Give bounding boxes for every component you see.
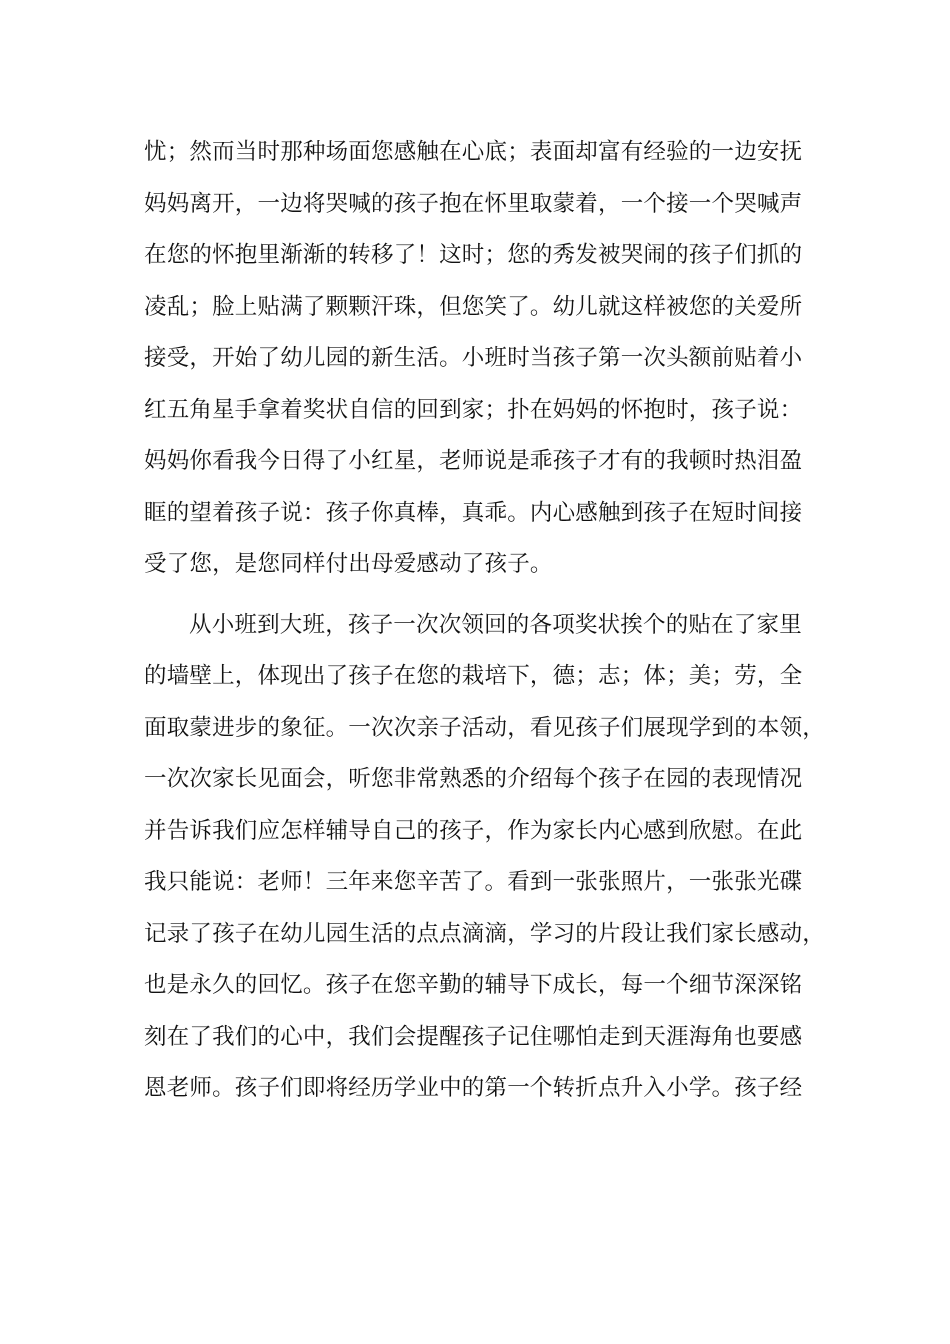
text-line: 也是永久的回忆。孩子在您辛勤的辅导下成长，每一个细节深深铭 bbox=[144, 972, 803, 998]
text-line: 受了您，是您同样付出母爱感动了孩子。 bbox=[144, 551, 553, 577]
paragraph-spacing bbox=[144, 591, 824, 600]
text-line: 眶的望着孩子说：孩子你真棒，真乖。内心感触到孩子在短时间接 bbox=[144, 499, 803, 526]
text-line: 在您的怀抱里渐渐的转移了！这时；您的秀发被哭闹的孩子们抓的 bbox=[144, 242, 803, 268]
text-line: 接受，开始了幼儿园的新生活。小班时当孩子第一次头额前贴着小 bbox=[144, 345, 803, 371]
text-line: 面取蒙进步的象征。一次次亲子活动，看见孩子们展现学到的本领， bbox=[144, 714, 826, 741]
text-line: 妈妈你看我今日得了小红星，老师说是乖孩子才有的我顿时热泪盈 bbox=[144, 448, 803, 474]
text-line: 的墙壁上，体现出了孩子在您的栽培下，德；志；体；美；劳，全 bbox=[144, 663, 803, 689]
text-line: 忧；然而当时那种场面您感触在心底；表面却富有经验的一边安抚 bbox=[144, 139, 803, 165]
paragraph bbox=[144, 600, 824, 1115]
text-line: 一次次家长见面会，听您非常熟悉的介绍每个孩子在园的表现情况 bbox=[144, 766, 803, 792]
text-line: 恩老师。孩子们即将经历学业中的第一个转折点升入小学。孩子经 bbox=[144, 1075, 803, 1101]
paragraph bbox=[144, 127, 824, 591]
text-line: 妈妈离开，一边将哭喊的孩子抱在怀里取蒙着，一个接一个哭喊声 bbox=[144, 190, 803, 217]
text-line: 从小班到大班，孩子一次次领回的各项奖状挨个的贴在了家里 bbox=[189, 611, 802, 638]
text-line: 我只能说：老师！三年来您辛苦了。看到一张张照片，一张张光碟 bbox=[144, 869, 803, 895]
text-line: 刻在了我们的心中，我们会提醒孩子记住哪怕走到天涯海角也要感 bbox=[144, 1023, 803, 1050]
document-body bbox=[144, 127, 824, 1115]
text-line: 凌乱；脸上贴满了颗颗汗珠，但您笑了。幼儿就这样被您的关爱所 bbox=[144, 293, 803, 320]
text-line: 记录了孩子在幼儿园生活的点点滴滴，学习的片段让我们家长感动， bbox=[144, 920, 826, 947]
text-line: 并告诉我们应怎样辅导自己的孩子，作为家长内心感到欣慰。在此 bbox=[144, 817, 803, 844]
text-line: 红五角星手拿着奖状自信的回到家；扑在妈妈的怀抱时，孩子说： bbox=[144, 396, 803, 423]
